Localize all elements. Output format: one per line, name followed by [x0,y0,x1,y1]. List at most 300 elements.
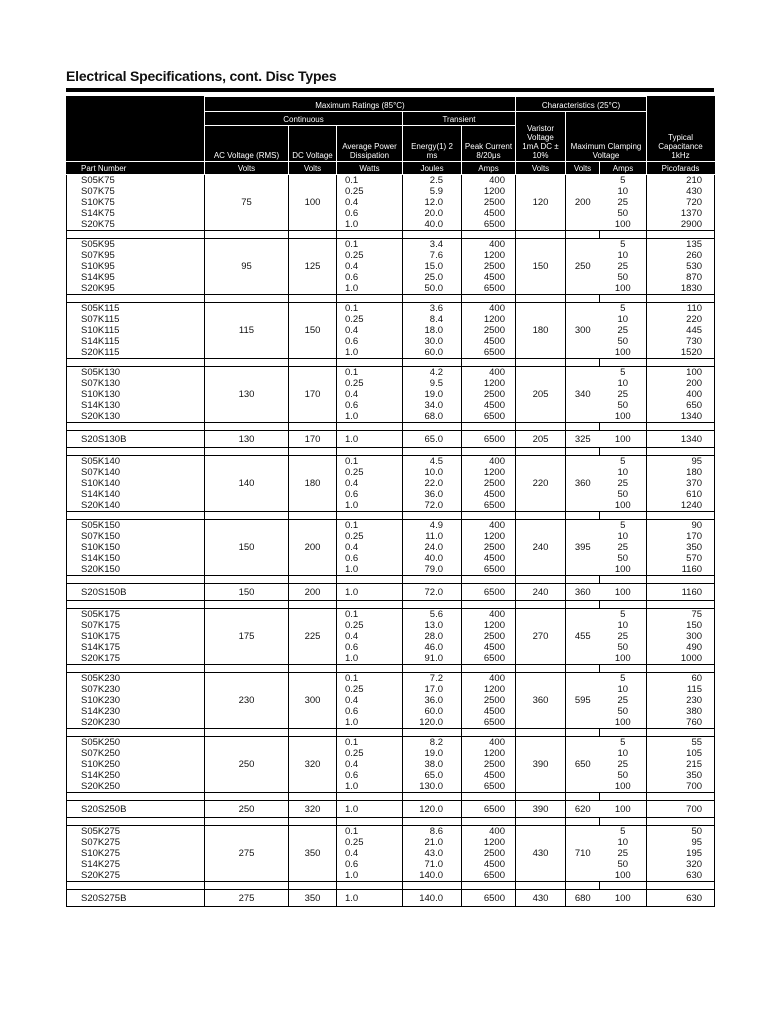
clamp_a-value: 10 [617,620,629,631]
watts-value: 0.1 [345,673,359,684]
gap-cell [566,448,600,456]
parts-value: S20K115 [81,347,120,358]
amps-value: 4500 [483,272,505,283]
parts-value: S20K95 [81,283,115,294]
energy-cell [403,609,462,665]
capacitance-cell [647,609,715,665]
watts-value: 0.6 [345,208,359,219]
cap-value: 50 [691,826,703,837]
table-row [67,673,715,729]
cap-value: 720 [686,197,703,208]
clamping-amps-cell [600,673,647,729]
clamping-amps-cell [600,239,647,295]
gap-cell [647,882,715,890]
joules-value: 38.0 [424,759,443,770]
cap-value: 110 [686,303,703,314]
clamping-voltage-cell: 340 [566,367,600,423]
cap-value: 1160 [681,586,703,598]
clamping-voltage-cell: 300 [566,303,600,359]
joules-value: 28.0 [424,631,443,642]
joules-value: 40.0 [424,219,443,230]
watts-value: 1.0 [345,433,359,445]
watts-value: 0.25 [345,378,364,389]
watts-value: 0.1 [345,367,359,378]
gap-cell [566,793,600,801]
parts-value: S14K130 [81,400,121,411]
gap-cell [67,295,205,303]
amps-value: 6500 [483,283,505,294]
gap-cell [566,576,600,584]
amps-value: 1200 [483,684,505,695]
amps-value: 2500 [483,389,505,400]
cap-value: 95 [691,456,703,467]
part-number-cell [67,673,205,729]
unit-clamp-volts: Volts [566,162,600,175]
unit-amps: Amps [462,162,516,175]
watts-value: 1.0 [345,411,359,422]
clamp_a-value: 100 [614,717,631,728]
watts-value: 0.6 [345,553,359,564]
cap-value: 150 [686,620,703,631]
joules-value: 8.2 [429,737,443,748]
gap-cell [205,601,289,609]
gap-cell [516,231,566,239]
parts-value: S07K115 [81,314,120,325]
dc-voltage-cell: 180 [289,456,337,512]
power-cell [337,175,403,231]
gap-cell [403,576,462,584]
varistor-voltage-cell: 270 [516,609,566,665]
clamp_a-value: 10 [617,467,629,478]
joules-value: 60.0 [424,706,443,717]
parts-value: S10K275 [81,848,121,859]
cap-value: 700 [686,803,703,815]
cap-value: 445 [686,325,703,336]
parts-value: S10K150 [81,542,121,553]
watts-value: 0.4 [345,197,359,208]
joules-value: 4.2 [429,367,443,378]
clamp_a-value: 50 [617,208,629,219]
gap-cell [337,882,403,890]
cap-value: 2900 [680,219,703,230]
parts-value: S20K75 [81,219,115,230]
joules-value: 50.0 [424,283,443,294]
clamp_a-value: 50 [617,706,629,717]
row-gap [67,665,715,673]
joules-value: 2.5 [429,175,443,186]
part-number-cell [67,826,205,882]
parts-value: S20S130B [81,433,127,445]
gap-cell [462,576,516,584]
clamp_a-value: 100 [614,892,631,904]
ac-voltage-cell: 130 [205,431,289,448]
cap-value: 630 [686,892,703,904]
gap-cell [600,793,647,801]
unit-clamp-amps: Amps [600,162,647,175]
clamp_a-value: 50 [617,770,629,781]
clamp_a-value: 10 [617,531,629,542]
gap-cell [566,882,600,890]
joules-value: 34.0 [424,400,443,411]
ac-voltage-cell: 130 [205,367,289,423]
watts-value: 0.4 [345,542,359,553]
parts-value: S07K130 [81,378,121,389]
power-cell [337,826,403,882]
amps-value: 2500 [483,478,505,489]
gap-cell [600,359,647,367]
clamp_a-value: 10 [617,186,629,197]
watts-value: 0.25 [345,684,364,695]
capacitance-cell [647,673,715,729]
parts-value: S20K230 [81,717,121,728]
gap-cell [67,818,205,826]
parts-value: S05K130 [81,367,121,378]
gap-cell [337,793,403,801]
energy-cell [403,584,462,601]
amps-value: 4500 [483,859,505,870]
gap-cell [289,793,337,801]
amps-value: 4500 [483,489,505,500]
amps-value: 4500 [483,706,505,717]
gap-cell [337,601,403,609]
joules-value: 5.6 [429,609,443,620]
gap-cell [337,818,403,826]
clamp_a-value: 10 [617,684,629,695]
parts-value: S14K95 [81,272,115,283]
amps-value: 1200 [483,378,505,389]
joules-value: 8.6 [429,826,443,837]
parts-value: S14K275 [81,859,121,870]
page-title: Electrical Specifications, cont. Disc Types [66,68,337,84]
clamp_a-value: 100 [614,500,631,511]
joules-value: 19.0 [424,389,443,400]
peak-current-cell [462,890,516,907]
watts-value: 0.25 [345,186,364,197]
peak-current-cell [462,456,516,512]
parts-value: S07K75 [81,186,115,197]
gap-cell [403,231,462,239]
peak-current-cell [462,520,516,576]
clamping-voltage-cell: 395 [566,520,600,576]
joules-value: 65.0 [424,770,443,781]
parts-value: S05K75 [81,175,115,186]
parts-value: S05K140 [81,456,121,467]
amps-value: 2500 [483,759,505,770]
row-gap [67,295,715,303]
clamp_a-value: 100 [614,870,631,881]
clamp_a-value: 5 [620,456,626,467]
watts-value: 0.4 [345,389,359,400]
table-row [67,801,715,818]
gap-cell [67,512,205,520]
varistor-voltage-cell: 390 [516,737,566,793]
amps-value: 400 [489,673,505,684]
dc-voltage-cell: 350 [289,826,337,882]
clamping-voltage-cell: 680 [566,890,600,907]
joules-value: 120.0 [419,717,443,728]
energy-cell [403,801,462,818]
clamping-voltage-cell: 250 [566,239,600,295]
amps-value: 400 [489,175,505,186]
gap-cell [647,359,715,367]
amps-value: 6500 [483,653,505,664]
row-gap [67,601,715,609]
energy-cell [403,890,462,907]
gap-cell [516,359,566,367]
cap-value: 400 [686,389,703,400]
parts-value: S10K230 [81,695,121,706]
parts-value: S07K95 [81,250,115,261]
cap-value: 1340 [680,433,703,445]
watts-value: 0.1 [345,456,359,467]
capacitance-cell [647,303,715,359]
amps-value: 1200 [483,250,505,261]
header-dc-voltage: DC Voltage [289,126,337,162]
part-number-cell [67,367,205,423]
row-gap [67,576,715,584]
clamp_a-value: 100 [614,586,631,598]
power-cell [337,890,403,907]
gap-cell [67,448,205,456]
cap-value: 210 [686,175,703,186]
gap-cell [205,231,289,239]
parts-value: S14K115 [81,336,120,347]
watts-value: 0.6 [345,706,359,717]
unit-ac: Volts [205,162,289,175]
amps-value: 6500 [483,219,505,230]
joules-value: 71.0 [424,859,443,870]
amps-value: 2500 [483,631,505,642]
dc-voltage-cell: 320 [289,801,337,818]
spec-table [66,96,715,907]
energy-cell [403,239,462,295]
watts-value: 0.6 [345,642,359,653]
clamp_a-value: 50 [617,336,629,347]
varistor-voltage-cell: 120 [516,175,566,231]
watts-value: 1.0 [345,717,359,728]
gap-cell [403,882,462,890]
amps-value: 6500 [483,892,505,904]
cap-value: 380 [686,706,703,717]
gap-cell [205,665,289,673]
gap-cell [205,359,289,367]
row-gap [67,818,715,826]
parts-value: S10K130 [81,389,121,400]
parts-value: S10K95 [81,261,115,272]
cap-value: 75 [691,609,703,620]
amps-value: 6500 [483,347,505,358]
dc-voltage-cell: 125 [289,239,337,295]
clamp_a-value: 50 [617,489,629,500]
gap-cell [403,665,462,673]
unit-varistor-volts: Volts [516,162,566,175]
gap-cell [289,601,337,609]
gap-cell [205,295,289,303]
gap-cell [462,601,516,609]
gap-cell [600,231,647,239]
joules-value: 10.0 [424,467,443,478]
table-row [67,175,715,231]
amps-value: 400 [489,303,505,314]
clamp_a-value: 100 [614,433,631,445]
clamp_a-value: 5 [620,239,626,250]
clamp_a-value: 100 [614,653,631,664]
watts-value: 0.4 [345,325,359,336]
joules-value: 21.0 [424,837,443,848]
clamp_a-value: 5 [620,303,626,314]
gap-cell [67,729,205,737]
dc-voltage-cell: 170 [289,431,337,448]
table-row [67,609,715,665]
parts-value: S05K175 [81,609,121,620]
gap-cell [67,576,205,584]
header-ac-voltage: AC Voltage (RMS) [205,126,289,162]
amps-value: 6500 [483,564,505,575]
parts-value: S05K115 [81,303,120,314]
gap-cell [403,359,462,367]
cap-value: 730 [686,336,703,347]
clamp_a-value: 50 [617,400,629,411]
table-row [67,303,715,359]
gap-cell [337,665,403,673]
cap-value: 350 [686,770,703,781]
gap-cell [516,512,566,520]
cap-value: 650 [686,400,703,411]
joules-value: 40.0 [424,553,443,564]
part-number-cell [67,431,205,448]
peak-current-cell [462,367,516,423]
capacitance-cell [647,826,715,882]
energy-cell [403,826,462,882]
gap-cell [289,231,337,239]
gap-cell [566,512,600,520]
cap-value: 1000 [680,653,703,664]
amps-value: 1200 [483,837,505,848]
energy-cell [403,367,462,423]
gap-cell [337,295,403,303]
energy-cell [403,737,462,793]
parts-value: S07K275 [81,837,121,848]
row-gap [67,729,715,737]
joules-value: 130.0 [419,781,443,792]
unit-dc: Volts [289,162,337,175]
watts-value: 0.25 [345,531,364,542]
cap-value: 180 [686,467,703,478]
ac-voltage-cell: 140 [205,456,289,512]
parts-value: S05K230 [81,673,121,684]
peak-current-cell [462,609,516,665]
watts-value: 0.25 [345,467,364,478]
cap-value: 610 [686,489,703,500]
table-row [67,520,715,576]
gap-cell [289,512,337,520]
gap-cell [647,601,715,609]
clamp_a-value: 25 [617,389,629,400]
part-number-cell [67,303,205,359]
dc-voltage-cell: 100 [289,175,337,231]
unit-watts: Watts [337,162,403,175]
clamp_a-value: 25 [617,695,629,706]
gap-cell [289,448,337,456]
part-number-cell [67,890,205,907]
header-characteristics: Characteristics (25°C) [516,97,647,112]
watts-value: 0.6 [345,489,359,500]
parts-value: S07K230 [81,684,121,695]
gap-cell [600,448,647,456]
watts-value: 0.1 [345,175,359,186]
varistor-voltage-cell: 430 [516,826,566,882]
ac-voltage-cell: 230 [205,673,289,729]
header-peak-current: Peak Current 8/20μs [462,126,516,162]
joules-value: 5.9 [429,186,443,197]
watts-value: 0.6 [345,400,359,411]
header-part-number: Part Number [67,162,205,175]
gap-cell [205,448,289,456]
joules-value: 79.0 [424,564,443,575]
gap-cell [516,423,566,431]
ac-voltage-cell: 150 [205,520,289,576]
clamp_a-value: 25 [617,631,629,642]
clamp_a-value: 25 [617,848,629,859]
clamping-amps-cell [600,801,647,818]
part-number-cell [67,609,205,665]
parts-value: S20S275B [81,892,127,904]
gap-cell [600,295,647,303]
gap-cell [403,423,462,431]
gap-cell [337,231,403,239]
energy-cell [403,175,462,231]
amps-value: 2500 [483,695,505,706]
dc-voltage-cell: 200 [289,584,337,601]
cap-value: 350 [686,542,703,553]
gap-cell [205,882,289,890]
amps-value: 4500 [483,208,505,219]
watts-value: 0.25 [345,314,364,325]
parts-value: S20K150 [81,564,121,575]
cap-value: 1340 [680,411,703,422]
parts-value: S07K175 [81,620,121,631]
varistor-voltage-cell: 180 [516,303,566,359]
peak-current-cell [462,584,516,601]
row-gap [67,359,715,367]
gap-cell [516,295,566,303]
clamp_a-value: 25 [617,478,629,489]
watts-value: 0.1 [345,520,359,531]
gap-cell [205,793,289,801]
gap-cell [67,359,205,367]
joules-value: 12.0 [424,197,443,208]
joules-value: 140.0 [419,892,443,904]
parts-value: S07K150 [81,531,121,542]
energy-cell [403,520,462,576]
parts-value: S20K250 [81,781,121,792]
row-gap [67,231,715,239]
clamp_a-value: 50 [617,553,629,564]
joules-value: 11.0 [425,531,443,542]
gap-cell [403,601,462,609]
joules-value: 25.0 [424,272,443,283]
table-row [67,367,715,423]
peak-current-cell [462,175,516,231]
gap-cell [67,423,205,431]
gap-cell [600,576,647,584]
watts-value: 0.1 [345,826,359,837]
gap-cell [289,665,337,673]
gap-cell [67,231,205,239]
cap-value: 135 [686,239,703,250]
gap-cell [600,665,647,673]
amps-value: 4500 [483,553,505,564]
